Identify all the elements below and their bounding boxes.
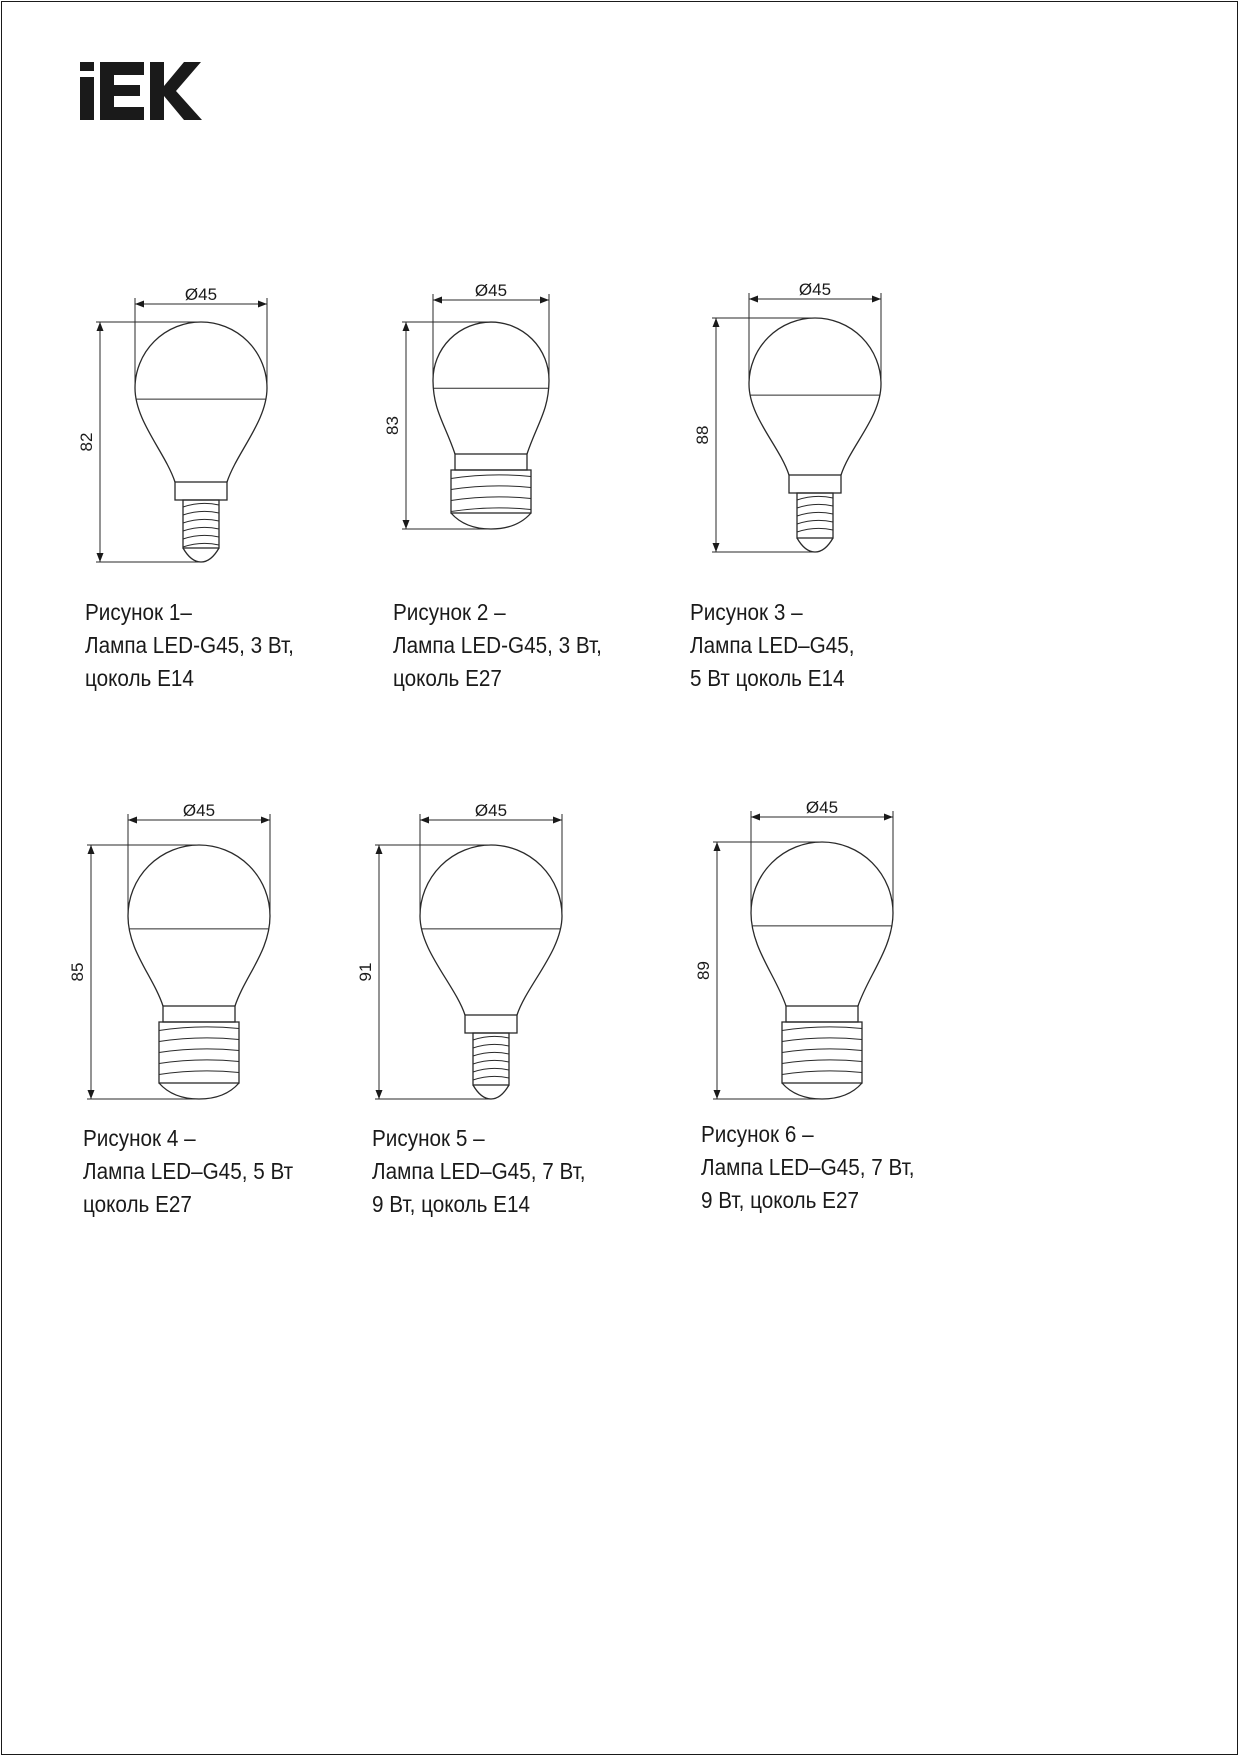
- diameter-label: Ø45: [474, 801, 508, 820]
- caption-line: Рисунок 6 –: [701, 1121, 814, 1147]
- diameter-label: Ø45: [805, 798, 839, 817]
- caption-line: цоколь E27: [83, 1191, 192, 1217]
- diameter-label: Ø45: [798, 280, 832, 299]
- height-label: 91: [356, 962, 375, 982]
- height-label: 82: [77, 432, 96, 452]
- height-label: 89: [694, 961, 713, 980]
- diameter-label: Ø45: [184, 285, 218, 304]
- arrowhead: [714, 842, 721, 851]
- caption-line: Лампа LED–G45, 7 Вт,: [701, 1154, 915, 1180]
- base-collar: [786, 1006, 858, 1022]
- thread-line: [782, 1027, 862, 1031]
- caption-line: Рисунок 5 –: [372, 1125, 485, 1151]
- thread-line: [782, 1060, 862, 1064]
- arrowhead: [751, 814, 760, 821]
- caption-line: Лампа LED-G45, 3 Вт,: [393, 632, 602, 658]
- caption-line: Рисунок 4 –: [83, 1125, 196, 1151]
- lamp-drawing: [2, 2, 1239, 1202]
- diameter-label: Ø45: [182, 801, 216, 820]
- caption-line: 9 Вт, цоколь E27: [701, 1187, 860, 1213]
- caption-line: 5 Вт цоколь E14: [690, 665, 845, 691]
- caption-line: Рисунок 3 –: [690, 599, 803, 625]
- contact-tip: [782, 1083, 862, 1099]
- caption-line: Лампа LED–G45,: [690, 632, 855, 658]
- caption-line: Лампа LED–G45, 7 Вт,: [372, 1158, 586, 1184]
- datasheet-page: [1, 1, 1238, 1755]
- arrowhead: [884, 814, 893, 821]
- arrowhead: [714, 1090, 721, 1099]
- caption-line: Рисунок 1–: [85, 599, 192, 625]
- height-label: 88: [693, 425, 712, 445]
- thread-line: [782, 1038, 862, 1042]
- caption-line: Лампа LED–G45, 5 Вт: [83, 1158, 294, 1184]
- caption-line: цоколь E14: [85, 665, 194, 691]
- screw-thread: [782, 1022, 862, 1083]
- height-label: 85: [68, 962, 87, 982]
- diameter-label: Ø45: [474, 281, 508, 300]
- bulb-outline: [751, 842, 893, 1006]
- caption-line: Рисунок 2 –: [393, 599, 506, 625]
- caption-line: Лампа LED-G45, 3 Вт,: [85, 632, 294, 658]
- height-label: 83: [383, 416, 402, 435]
- figure-caption: [701, 1118, 915, 1217]
- caption-line: цоколь E27: [393, 665, 502, 691]
- thread-line: [782, 1071, 862, 1075]
- thread-line: [782, 1049, 862, 1053]
- caption-line: 9 Вт, цоколь E14: [372, 1191, 531, 1217]
